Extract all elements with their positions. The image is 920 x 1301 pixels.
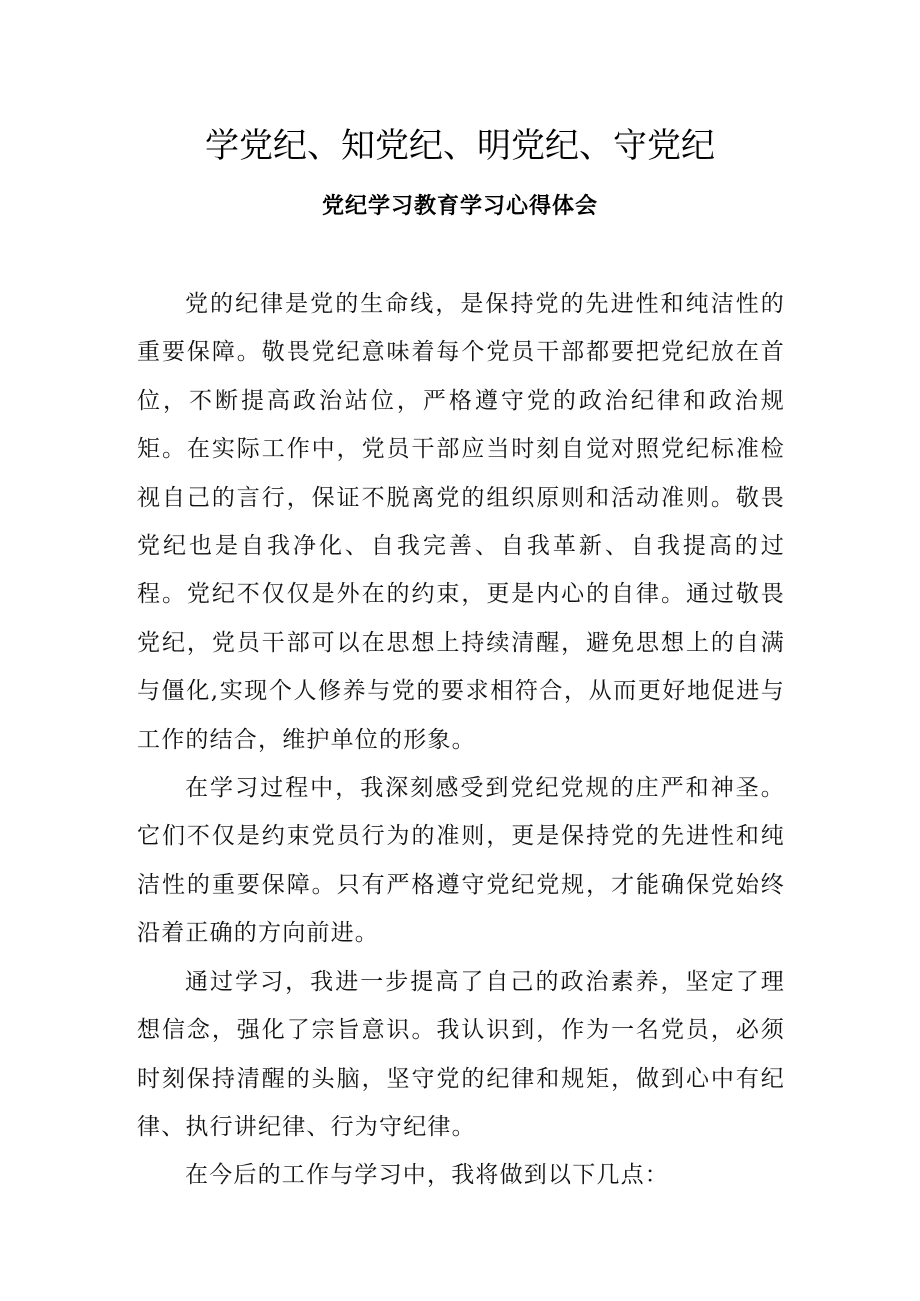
body-paragraph: 在今后的工作与学习中，我将做到以下几点：: [185, 1162, 669, 1189]
document-subtitle: 党纪学习教育学习心得体会: [321, 194, 598, 219]
body-paragraph: 在学习过程中，我深刻感受到党纪党规的庄严和神圣。它们不仅是约束党员行为的准则，更是保持党的先进性和纯洁性的重要保障。只有严格遵守党纪党规，才能确保党始终沿着正确的方向前进。: [137, 775, 785, 947]
document-body: [137, 280, 785, 1200]
document-title: 学党纪、知党纪、明党纪、守党纪: [205, 126, 715, 166]
body-paragraph: 党的纪律是党的生命线，是保持党的先进性和纯洁性的重要保障。敬畏党纪意味着每个党员干部都要把党纪放在首位，不断提高政治站位，严格遵守党的政治纪律和政治规矩。在实际工作中，党员干部应当时刻自觉对照党纪标准检视自己的言行，保证不脱离党的组织原则和活动准则。敬畏党纪也是自我净化、自我完善、自我革新、自我提高的过程。党纪不仅仅是外在的约束，更是内心的自律。通过敬畏党纪，党员干部可以在思想上持续清醒，避免思想上的自满与僵化,实现个人修养与党的要求相符合，从而更好地促进与工作的结合，维护单位的形象。: [137, 291, 785, 753]
body-paragraph: 通过学习，我进一步提高了自己的政治素养，坚定了理想信念，强化了宗旨意识。我认识到，作为一名党员，必须时刻保持清醒的头脑，坚守党的纪律和规矩，做到心中有纪律、执行讲纪律、行为守纪律。: [137, 968, 785, 1140]
